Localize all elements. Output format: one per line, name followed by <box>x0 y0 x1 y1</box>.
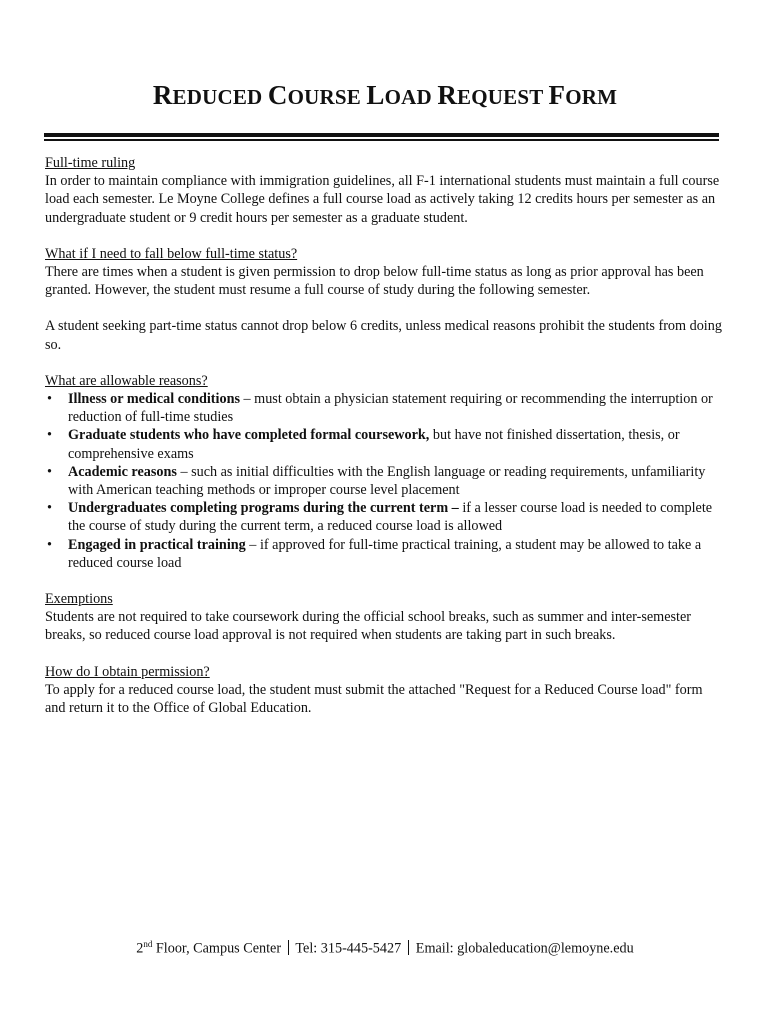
section-body-below-full-time: There are times when a student is given permission to drop below full-time status as long as prior approval has been granted. However, the student must resume a full course of study during the following semester. <box>45 264 704 299</box>
section-heading-exemptions: Exemptions <box>45 591 113 608</box>
footer-floor-suffix: nd <box>143 939 153 949</box>
section-body-exemptions: Students are not required to take coursework during the official school breaks, such as summer and inter-semester breaks, so reduced course load approval is not required when students are taking part in such breaks. <box>45 609 691 644</box>
list-item <box>45 463 725 499</box>
title-initial: L <box>366 80 385 110</box>
section-heading-below-full-time: What if I need to fall below full-time status? <box>45 245 298 262</box>
title-word: OAD <box>384 85 432 109</box>
title-word: EQUEST <box>457 85 544 109</box>
title-initial: R <box>437 80 458 110</box>
document-body <box>45 154 725 717</box>
title-word: EDUCED <box>172 85 263 109</box>
list-item-text: if a lesser course load is needed to complete the course of study during the current term, a reduced course load is allowed <box>68 500 713 535</box>
section-body-permission: To apply for a reduced course load, the student must submit the attached "Request for a Reduced Course load" form and return it to the Office of Global Education. <box>45 681 703 717</box>
list-item-lead: Undergraduates completing programs during the current term – <box>68 500 459 517</box>
section-body-full-time: In order to maintain compliance with immigration guidelines, all F-1 international students must maintain a full course load each semester. Le Moyne College defines a full course load as actively taking 12 credits hours per semester as an undergraduate student or 9 credit hours per semester as a graduate student. <box>45 173 720 226</box>
footer-floor-number: 2 <box>136 940 144 957</box>
list-item-text: – must obtain a physician statement requiring or recommending the interruption or reduction of full-time studies <box>68 391 713 426</box>
list-item-text: – such as initial difficulties with the English language or reading requirements, unfamiliarity with American teaching methods or improper course level placement <box>68 463 706 499</box>
list-item <box>45 536 725 572</box>
footer-separator <box>408 940 410 955</box>
section-heading-permission: How do I obtain permission? <box>45 663 210 680</box>
document-title <box>0 80 770 111</box>
title-word: OURSE <box>287 85 361 109</box>
footer-contact <box>0 939 770 958</box>
title-word: ORM <box>565 85 618 109</box>
list-item <box>45 390 725 426</box>
list-item-text: – if approved for full-time practical training, a student may be allowed to take a reduced course load <box>68 536 702 571</box>
section-body-part-time: A student seeking part-time status cannot drop below 6 credits, unless medical reasons prohibit the students from doing so. <box>45 318 722 353</box>
title-initial: C <box>267 80 288 110</box>
title-initial: R <box>152 80 173 110</box>
footer-separator <box>288 940 290 955</box>
footer-location: Floor, Campus Center <box>152 940 285 957</box>
list-item <box>45 426 725 462</box>
reasons-list <box>45 390 725 572</box>
list-item-lead: Engaged in practical training <box>68 536 246 553</box>
list-item <box>45 499 725 535</box>
footer-email: Email: globaleducation@lemoyne.edu <box>412 940 634 957</box>
section-heading-full-time: Full-time ruling <box>45 155 136 171</box>
title-rule-thin <box>44 139 719 141</box>
section-heading-reasons: What are allowable reasons? <box>45 372 208 389</box>
list-item-text: but have not finished dissertation, thesis, or comprehensive exams <box>68 427 680 462</box>
title-rule-thick <box>44 133 719 137</box>
list-item-lead: Academic reasons <box>68 463 177 480</box>
footer-tel: Tel: 315-445-5427 <box>292 940 405 957</box>
list-item-lead: Illness or medical conditions <box>68 391 240 408</box>
list-item-lead: Graduate students who have completed formal coursework, <box>68 427 430 444</box>
title-initial: F <box>548 80 566 110</box>
